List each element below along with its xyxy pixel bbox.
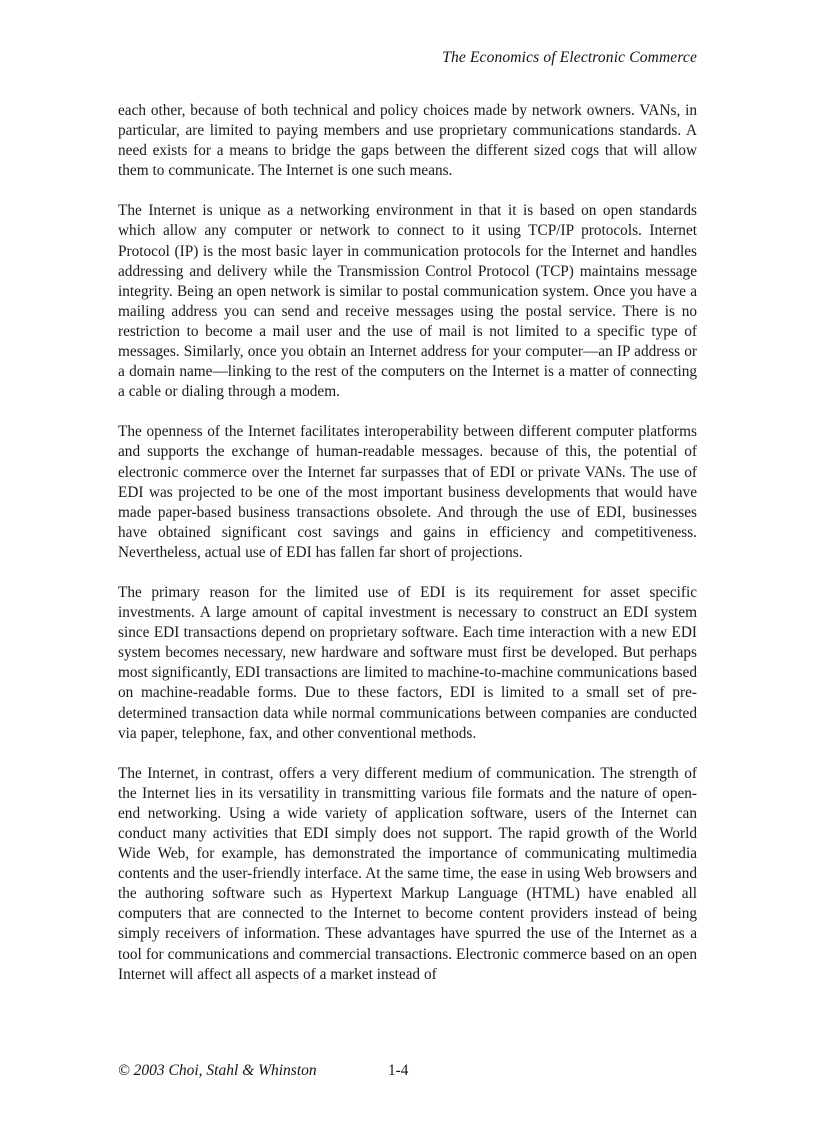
body-paragraph: each other, because of both technical and policy choices made by network owners. VANs, in particular, are limited to paying members and use proprietary communications standards. A need exists for a means to bridge the gaps between the different sized cogs that will allow them to communicate. The Internet is one such means. <box>118 102 697 180</box>
page-footer <box>118 1061 697 1083</box>
page-number: 1-4 <box>388 1062 409 1079</box>
copyright-notice: © 2003 Choi, Stahl & Whinston <box>118 1062 317 1079</box>
body-paragraph: The openness of the Internet facilitates interoperability between different computer platforms and supports the exchange of human-readable messages. because of this, the potential of electronic commerce over the Internet far surpasses that of EDI or private VANs. The use of EDI was projected to be one of the most important business developments that would have made paper-based business transactions obsolete. And through the use of EDI, businesses have obtained significant cost savings and gains in efficiency and competitiveness. Nevertheless, actual use of EDI has fallen far short of projections. <box>118 423 697 561</box>
body-paragraph: The Internet, in contrast, offers a very different medium of communication. The strength of the Internet lies in its versatility in transmitting various file formats and the nature of open-end networking. Using a wide variety of application software, users of the Internet can conduct many activities that EDI simply does not support. The rapid growth of the World Wide Web, for example, has demonstrated the importance of communicating multimedia contents and the user-friendly interface. At the same time, the ease in using Web browsers and the authoring software such as Hypertext Markup Language (HTML) have enabled all computers that are connected to the Internet to become content providers instead of being simply receivers of information. These advantages have spurred the use of the Internet as a tool for communications and commercial transactions. Electronic commerce based on an open Internet will affect all aspects of a market instead of <box>118 764 697 983</box>
body-paragraph: The primary reason for the limited use of EDI is its requirement for asset specific investments. A large amount of capital investment is necessary to construct an EDI system since EDI transactions depend on proprietary software. Each time interaction with a new EDI system becomes necessary, new hardware and software must first be developed. But perhaps most significantly, EDI transactions are limited to machine-to-machine communications based on machine-readable forms. Due to these factors, EDI is limited to a small set of pre-determined transaction data while normal communications between companies are conducted via paper, telephone, fax, and other conventional methods. <box>118 583 697 742</box>
body-text-block <box>118 101 697 985</box>
running-header: The Economics of Electronic Commerce <box>442 49 697 66</box>
body-paragraph: The Internet is unique as a networking environment in that it is based on open standards which allow any computer or network to connect to it using TCP/IP protocols. Internet Protocol (IP) is the most basic layer in communication protocols for the Internet and handles addressing and delivery while the Transmission Control Protocol (TCP) maintains message integrity. Being an open network is similar to postal communication system. Once you have a mailing address you can send and receive messages using the postal service. There is no restriction to become a mail user and the use of mail is not limited to a specific type of messages. Similarly, once you obtain an Internet address for your computer—an IP address or a domain name—linking to the rest of the computers on the Internet is a matter of connecting a cable or dialing through a modem. <box>118 202 697 401</box>
